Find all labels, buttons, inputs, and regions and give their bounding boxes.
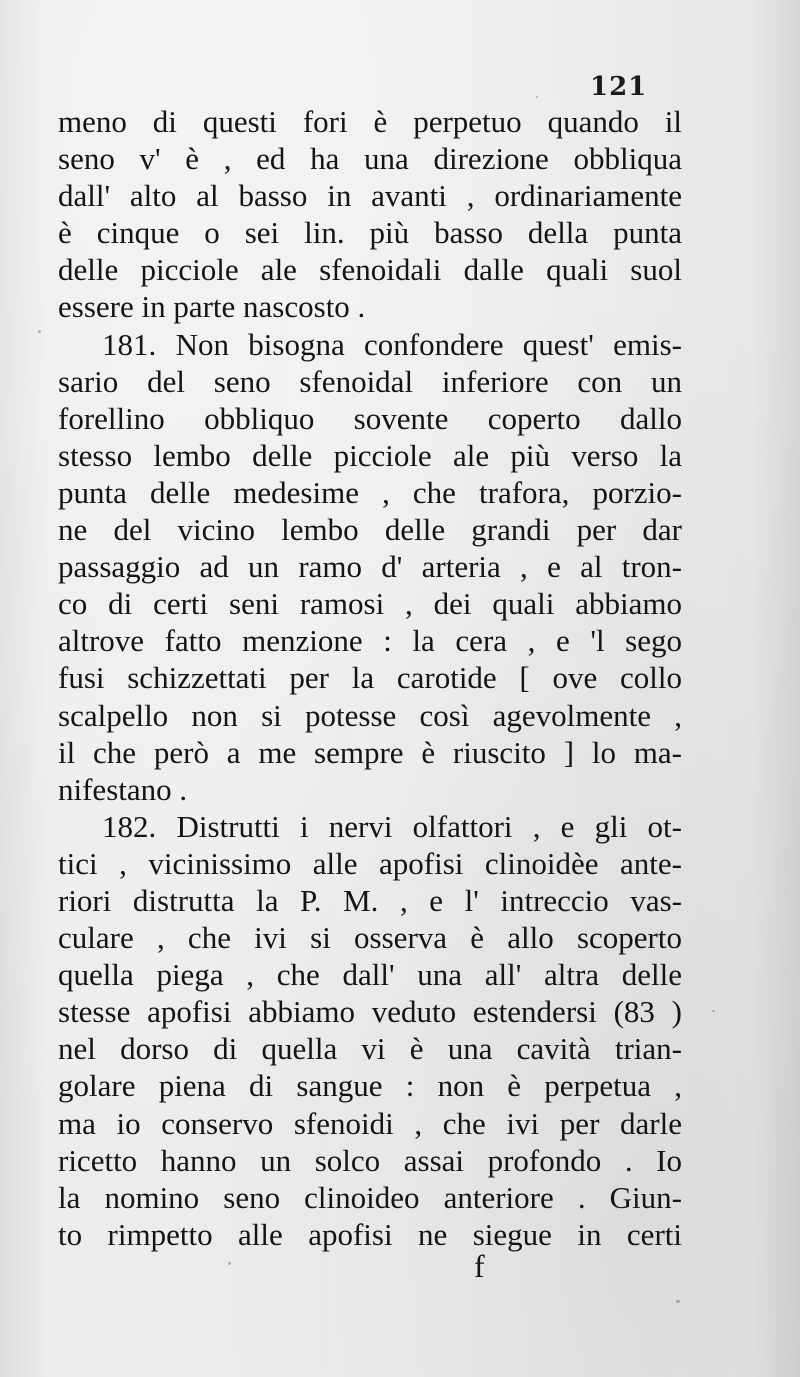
text-line: ne del vicino lembo delle grandi per dar <box>58 512 682 548</box>
text-line: fusi schizzettati per la carotide [ ove collo <box>58 660 682 696</box>
text-line: altrove fatto menzione : la cera , e 'l sego <box>58 623 682 659</box>
text-line: quella piega , che dall' una all' altra delle <box>58 957 682 993</box>
text-line: stesse apofisi abbiamo veduto estendersi (83 ) <box>58 994 682 1030</box>
paper-speck <box>228 1262 231 1265</box>
text-line: stesso lembo delle picciole ale più verso la <box>58 437 682 473</box>
text-line: nifestano . <box>58 771 188 807</box>
page-number: 121 <box>590 72 648 102</box>
text-line: delle picciole ale sfenoidali dalle quali suol <box>58 252 682 288</box>
paper-speck <box>676 1300 680 1303</box>
paragraph-181-start: 181. Non bisogna confondere quest' emis- <box>102 326 682 362</box>
text-line: è cinque o sei lin. più basso della punta <box>58 215 682 251</box>
text-line: to rimpetto alle apofisi ne siegue in certi <box>58 1216 682 1252</box>
text-line: forellino obbliquo sovente coperto dallo <box>58 400 682 436</box>
text-line: tici , vicinissimo alle apofisi clinoidèe ante- <box>58 845 682 881</box>
text-line: dall' alto al basso in avanti , ordinariamente <box>58 178 682 214</box>
paper-speck <box>712 1010 715 1012</box>
text-line: nel dorso di quella vi è una cavità trian- <box>58 1031 682 1067</box>
text-line: la nomino seno clinoideo anteriore . Giun- <box>58 1179 682 1215</box>
text-line: ricetto hanno un solco assai profondo . Io <box>58 1142 682 1178</box>
text-line: passaggio ad un ramo d' arteria , e al tron- <box>58 549 682 585</box>
body-text <box>58 103 682 1253</box>
text-line: seno v' è , ed ha una direzione obbliqua <box>58 141 682 177</box>
text-line: co di certi seni ramosi , dei quali abbiamo <box>58 586 682 622</box>
paper-speck <box>38 330 41 333</box>
signature-mark: f <box>474 1248 485 1284</box>
text-line: culare , che ivi si osserva è allo scoperto <box>58 920 682 956</box>
text-line: punta delle medesime , che trafora, porzio- <box>58 474 682 510</box>
paragraph-182-start: 182. Distrutti i nervi olfattori , e gli ot- <box>102 808 682 844</box>
text-line: golare piena di sangue : non è perpetua , <box>58 1068 682 1104</box>
text-line: il che però a me sempre è riuscito ] lo ma- <box>58 734 682 770</box>
text-line: essere in parte nascosto . <box>58 289 366 325</box>
text-line: riori distrutta la P. M. , e l' intreccio vas- <box>58 882 682 918</box>
text-line: meno di questi fori è perpetuo quando il <box>58 104 682 139</box>
text-line: ma io conservo sfenoidi , che ivi per darle <box>58 1105 682 1141</box>
paper-speck <box>536 96 538 98</box>
text-line: scalpello non si potesse così agevolmente , <box>58 697 682 733</box>
text-line: sario del seno sfenoidal inferiore con un <box>58 363 682 399</box>
